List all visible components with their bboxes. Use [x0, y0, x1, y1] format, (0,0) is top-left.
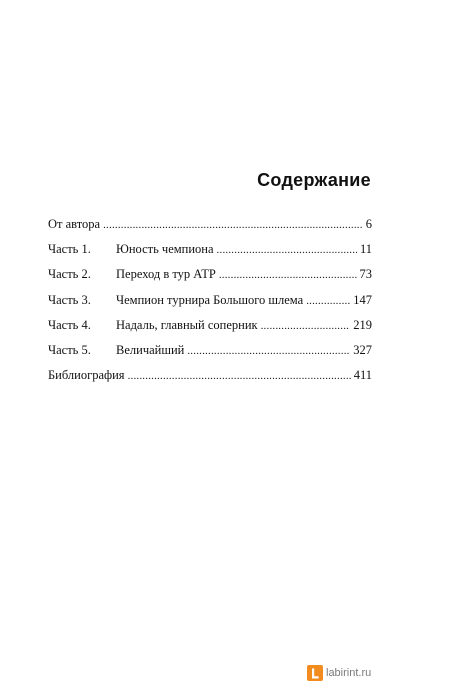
- toc-page-number: 411: [353, 368, 372, 383]
- toc-entry-title: Переход в тур АТР: [116, 267, 216, 282]
- toc-part-label: Часть 2.: [48, 267, 91, 282]
- toc-entry-bibliography[interactable]: [48, 363, 372, 388]
- toc-entry-author[interactable]: [48, 212, 372, 237]
- toc-part-label: Часть 5.: [48, 342, 91, 357]
- toc-part-label: Часть 4.: [48, 317, 91, 332]
- watermark-text: labirint.ru: [326, 667, 372, 679]
- toc-entry-part-5[interactable]: [48, 338, 372, 363]
- dot-leader: [306, 289, 350, 314]
- toc-page-number: 6: [365, 217, 372, 231]
- toc-page-number: 327: [353, 342, 372, 357]
- toc-entry-part-4[interactable]: [48, 313, 372, 338]
- toc-entry-title: Чемпион турнира Большого шлема: [116, 292, 304, 307]
- toc-entry-title: Величайший: [116, 342, 185, 357]
- toc-entry-title: Библиография: [48, 368, 125, 383]
- dot-leader: [219, 263, 357, 288]
- toc-page-number: 73: [359, 267, 372, 282]
- table-of-contents: [48, 212, 372, 388]
- toc-entry-title: Надаль, главный соперник: [116, 317, 258, 332]
- dot-leader: [217, 238, 357, 263]
- toc-page-number: 11: [359, 242, 372, 257]
- toc-entry-part-3[interactable]: [48, 288, 372, 313]
- dot-leader: [103, 213, 363, 238]
- dot-leader: [261, 314, 351, 339]
- toc-entry-title: Юность чемпиона: [116, 242, 214, 257]
- toc-part-label: Часть 1.: [48, 242, 91, 257]
- letter-l-icon: [310, 668, 320, 679]
- toc-entry-part-1[interactable]: [48, 237, 372, 262]
- toc-part-label: Часть 3.: [48, 292, 91, 307]
- toc-entry-part-2[interactable]: [48, 262, 372, 287]
- labirint-logo-icon: [307, 665, 323, 681]
- page-title: Содержание: [257, 170, 371, 190]
- dot-leader: [187, 339, 350, 364]
- toc-page-number: 147: [353, 292, 372, 307]
- toc-entry-title: От автора: [48, 217, 101, 231]
- dot-leader: [128, 364, 351, 389]
- toc-page-number: 219: [353, 317, 372, 332]
